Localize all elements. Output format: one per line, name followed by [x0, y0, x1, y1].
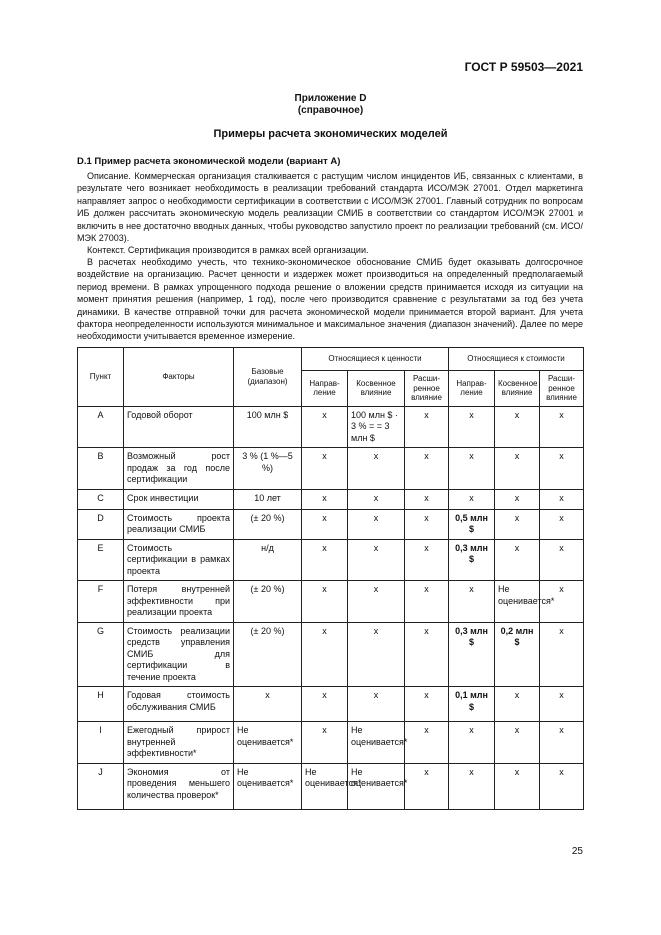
cell-factor: Стоимость проекта реализации СМИБ [124, 509, 234, 539]
cell-value: x [302, 722, 348, 764]
cell-value: x [495, 509, 540, 539]
cell-value: x [405, 722, 449, 764]
cell-point: F [78, 581, 124, 623]
cell-value: x [540, 509, 584, 539]
cell-value: x [495, 539, 540, 581]
cell-value: x [405, 406, 449, 448]
cell-value: x [540, 448, 584, 490]
cell-value: (± 20 %) [234, 509, 302, 539]
cell-value: x [348, 539, 405, 581]
cell-value: 0,3 млн $ [449, 539, 495, 581]
page-title: Примеры расчета экономических моделей [213, 128, 448, 140]
cell-value: (± 20 %) [234, 581, 302, 623]
cell-point: I [78, 722, 124, 764]
cell-value: x [405, 509, 449, 539]
cell-value: x [449, 489, 495, 509]
cell-value: Не оценивается* [348, 763, 405, 809]
cell-value: x [495, 448, 540, 490]
cell-factor: Потеря внутренней эффективности при реализации проекта [124, 581, 234, 623]
annex-title: Приложение D [294, 93, 367, 104]
table-header-row [78, 348, 584, 371]
cell-value: 0,3 млн $ [449, 622, 495, 687]
cell-point: H [78, 687, 124, 722]
paragraph-description: Описание. Коммерческая организация сталкивается с растущим числом инцидентов ИБ, связанных с клиентами, в результате чего возникает необходимость в реализации требований стандарта ИСО/МЭК 27001. Отдел маркетинга направляет запрос о необходимости сертификации в соответствии с ИСО/МЭК 27001. Главный сотрудник по вопросам ИБ должен рассчитать экономическую модель реализации СМИБ в соответствии со стандартом ИСО/МЭК 27001 и включить в нее достаточно вводных данных, чтобы руководство запустило проект по реализации требований (см. ИСО/МЭК 27003). [77, 171, 583, 244]
cell-value: x [405, 687, 449, 722]
cell-value: x [540, 539, 584, 581]
cell-value: x [302, 687, 348, 722]
cell-factor: Ежегодный прирост внутренней эффективности* [124, 722, 234, 764]
cell-value: Не оценивается* [495, 581, 540, 623]
cell-value: x [405, 622, 449, 687]
table-row [78, 509, 584, 539]
cell-value: Не оценивается* [348, 722, 405, 764]
cell-point: B [78, 448, 124, 490]
cell-value: (± 20 %) [234, 622, 302, 687]
cell-value: 0,2 млн $ [495, 622, 540, 687]
cell-factor: Стоимость сертификации в рамках проекта [124, 539, 234, 581]
cell-value: н/д [234, 539, 302, 581]
cell-value: Не оценивается* [234, 722, 302, 764]
economic-model-table [77, 347, 584, 810]
cell-value: 0,1 млн $ [449, 687, 495, 722]
cell-value: x [234, 687, 302, 722]
cell-value: 0,5 млн $ [449, 509, 495, 539]
cell-value: 100 млн $ · 3 % = = 3 млн $ [348, 406, 405, 448]
cell-value: x [495, 722, 540, 764]
table-row [78, 489, 584, 509]
table-row [78, 622, 584, 687]
cell-point: C [78, 489, 124, 509]
cell-value: x [405, 489, 449, 509]
col-factors-header: Факторы [124, 348, 234, 407]
cell-value: x [449, 448, 495, 490]
cell-point: J [78, 763, 124, 809]
cell-value: x [495, 489, 540, 509]
cell-value: x [540, 722, 584, 764]
cell-value: x [540, 406, 584, 448]
cell-value: x [302, 581, 348, 623]
cell-value: x [302, 539, 348, 581]
table-row [78, 448, 584, 490]
cell-point: A [78, 406, 124, 448]
cell-value: x [495, 687, 540, 722]
cell-value: x [449, 406, 495, 448]
cell-value: x [540, 489, 584, 509]
cell-value: x [405, 448, 449, 490]
cell-factor: Экономия от проведения меньшего количества проверок* [124, 763, 234, 809]
paragraph-calculation: В расчетах необходимо учесть, что технико-экономическое обоснование СМИБ будет оказывать долгосрочное воздействие на организацию. Расчет ценности и издержек может производиться на определенный предполагаемый период времени. В рамках упрощенного подхода решение о вложении средств принимается исходя из ситуации на момент принятия решения (например, 1 год), после чего производится сравнение с результатами за год без учета динамики. В качестве отправной точки для расчета экономической модели принимается второй вариант. Для учета фактора неопределенности используются минимальное и максимальное значения (диапазон значений). Далее по мере необходимости учитывается временное измерение. [77, 257, 583, 342]
cell-value: x [405, 539, 449, 581]
annex-subtitle: (справочное) [297, 105, 364, 116]
cell-point: E [78, 539, 124, 581]
cell-value: x [405, 763, 449, 809]
cell-value: x [302, 509, 348, 539]
table-row [78, 539, 584, 581]
cell-value: x [449, 722, 495, 764]
sub-header: Направ-ление [449, 371, 495, 407]
cell-value: x [348, 687, 405, 722]
annex-heading [0, 93, 661, 117]
paragraph-context: Контекст. Сертификация производится в рамках всей организации. [87, 245, 369, 255]
cell-value: x [348, 509, 405, 539]
cell-point: D [78, 509, 124, 539]
col-point-header: Пункт [78, 348, 124, 407]
cell-value: x [405, 581, 449, 623]
cell-value: x [302, 448, 348, 490]
cell-value: x [540, 622, 584, 687]
cell-value: x [348, 581, 405, 623]
cell-value: Не оценивается* [302, 763, 348, 809]
cell-value: x [302, 406, 348, 448]
group-value-header: Относящиеся к ценности [302, 348, 449, 371]
cell-factor: Годовая стоимость обслуживания СМИБ [124, 687, 234, 722]
table-row [78, 722, 584, 764]
cell-factor: Годовой оборот [124, 406, 234, 448]
cell-value: 3 % (1 %—5 %) [234, 448, 302, 490]
cell-value: x [540, 581, 584, 623]
cell-point: G [78, 622, 124, 687]
cell-value: x [449, 763, 495, 809]
cell-value: x [348, 489, 405, 509]
cell-value: 100 млн $ [234, 406, 302, 448]
cell-factor: Возможный рост продаж за год после сертификации [124, 448, 234, 490]
cell-value: x [348, 448, 405, 490]
cell-value: x [302, 622, 348, 687]
cell-value: x [302, 489, 348, 509]
sub-header: Расши-ренное влияние [540, 371, 584, 407]
section-heading: D.1 Пример расчета экономической модели (вариант А) [77, 156, 341, 167]
table-row [78, 687, 584, 722]
cell-value: x [449, 581, 495, 623]
sub-header: Расши-ренное влияние [405, 371, 449, 407]
cell-factor: Срок инвестиции [124, 489, 234, 509]
col-base-header: Базовые (диапазон) [234, 348, 302, 407]
sub-header: Косвенное влияние [495, 371, 540, 407]
standard-header: ГОСТ Р 59503—2021 [464, 60, 583, 74]
cell-value: x [540, 687, 584, 722]
table-row [78, 406, 584, 448]
table-row [78, 581, 584, 623]
cell-factor: Стоимость реализации средств управления СМИБ для сертификации в течение проекта [124, 622, 234, 687]
cell-value: x [540, 763, 584, 809]
group-cost-header: Относящиеся к стоимости [449, 348, 584, 371]
cell-value: 10 лет [234, 489, 302, 509]
cell-value: Не оценивается* [234, 763, 302, 809]
cell-value: x [348, 622, 405, 687]
table-row [78, 763, 584, 809]
page-number: 25 [571, 846, 583, 857]
sub-header: Косвенное влияние [348, 371, 405, 407]
cell-value: x [495, 406, 540, 448]
sub-header: Направ-ление [302, 371, 348, 407]
cell-value: x [495, 763, 540, 809]
